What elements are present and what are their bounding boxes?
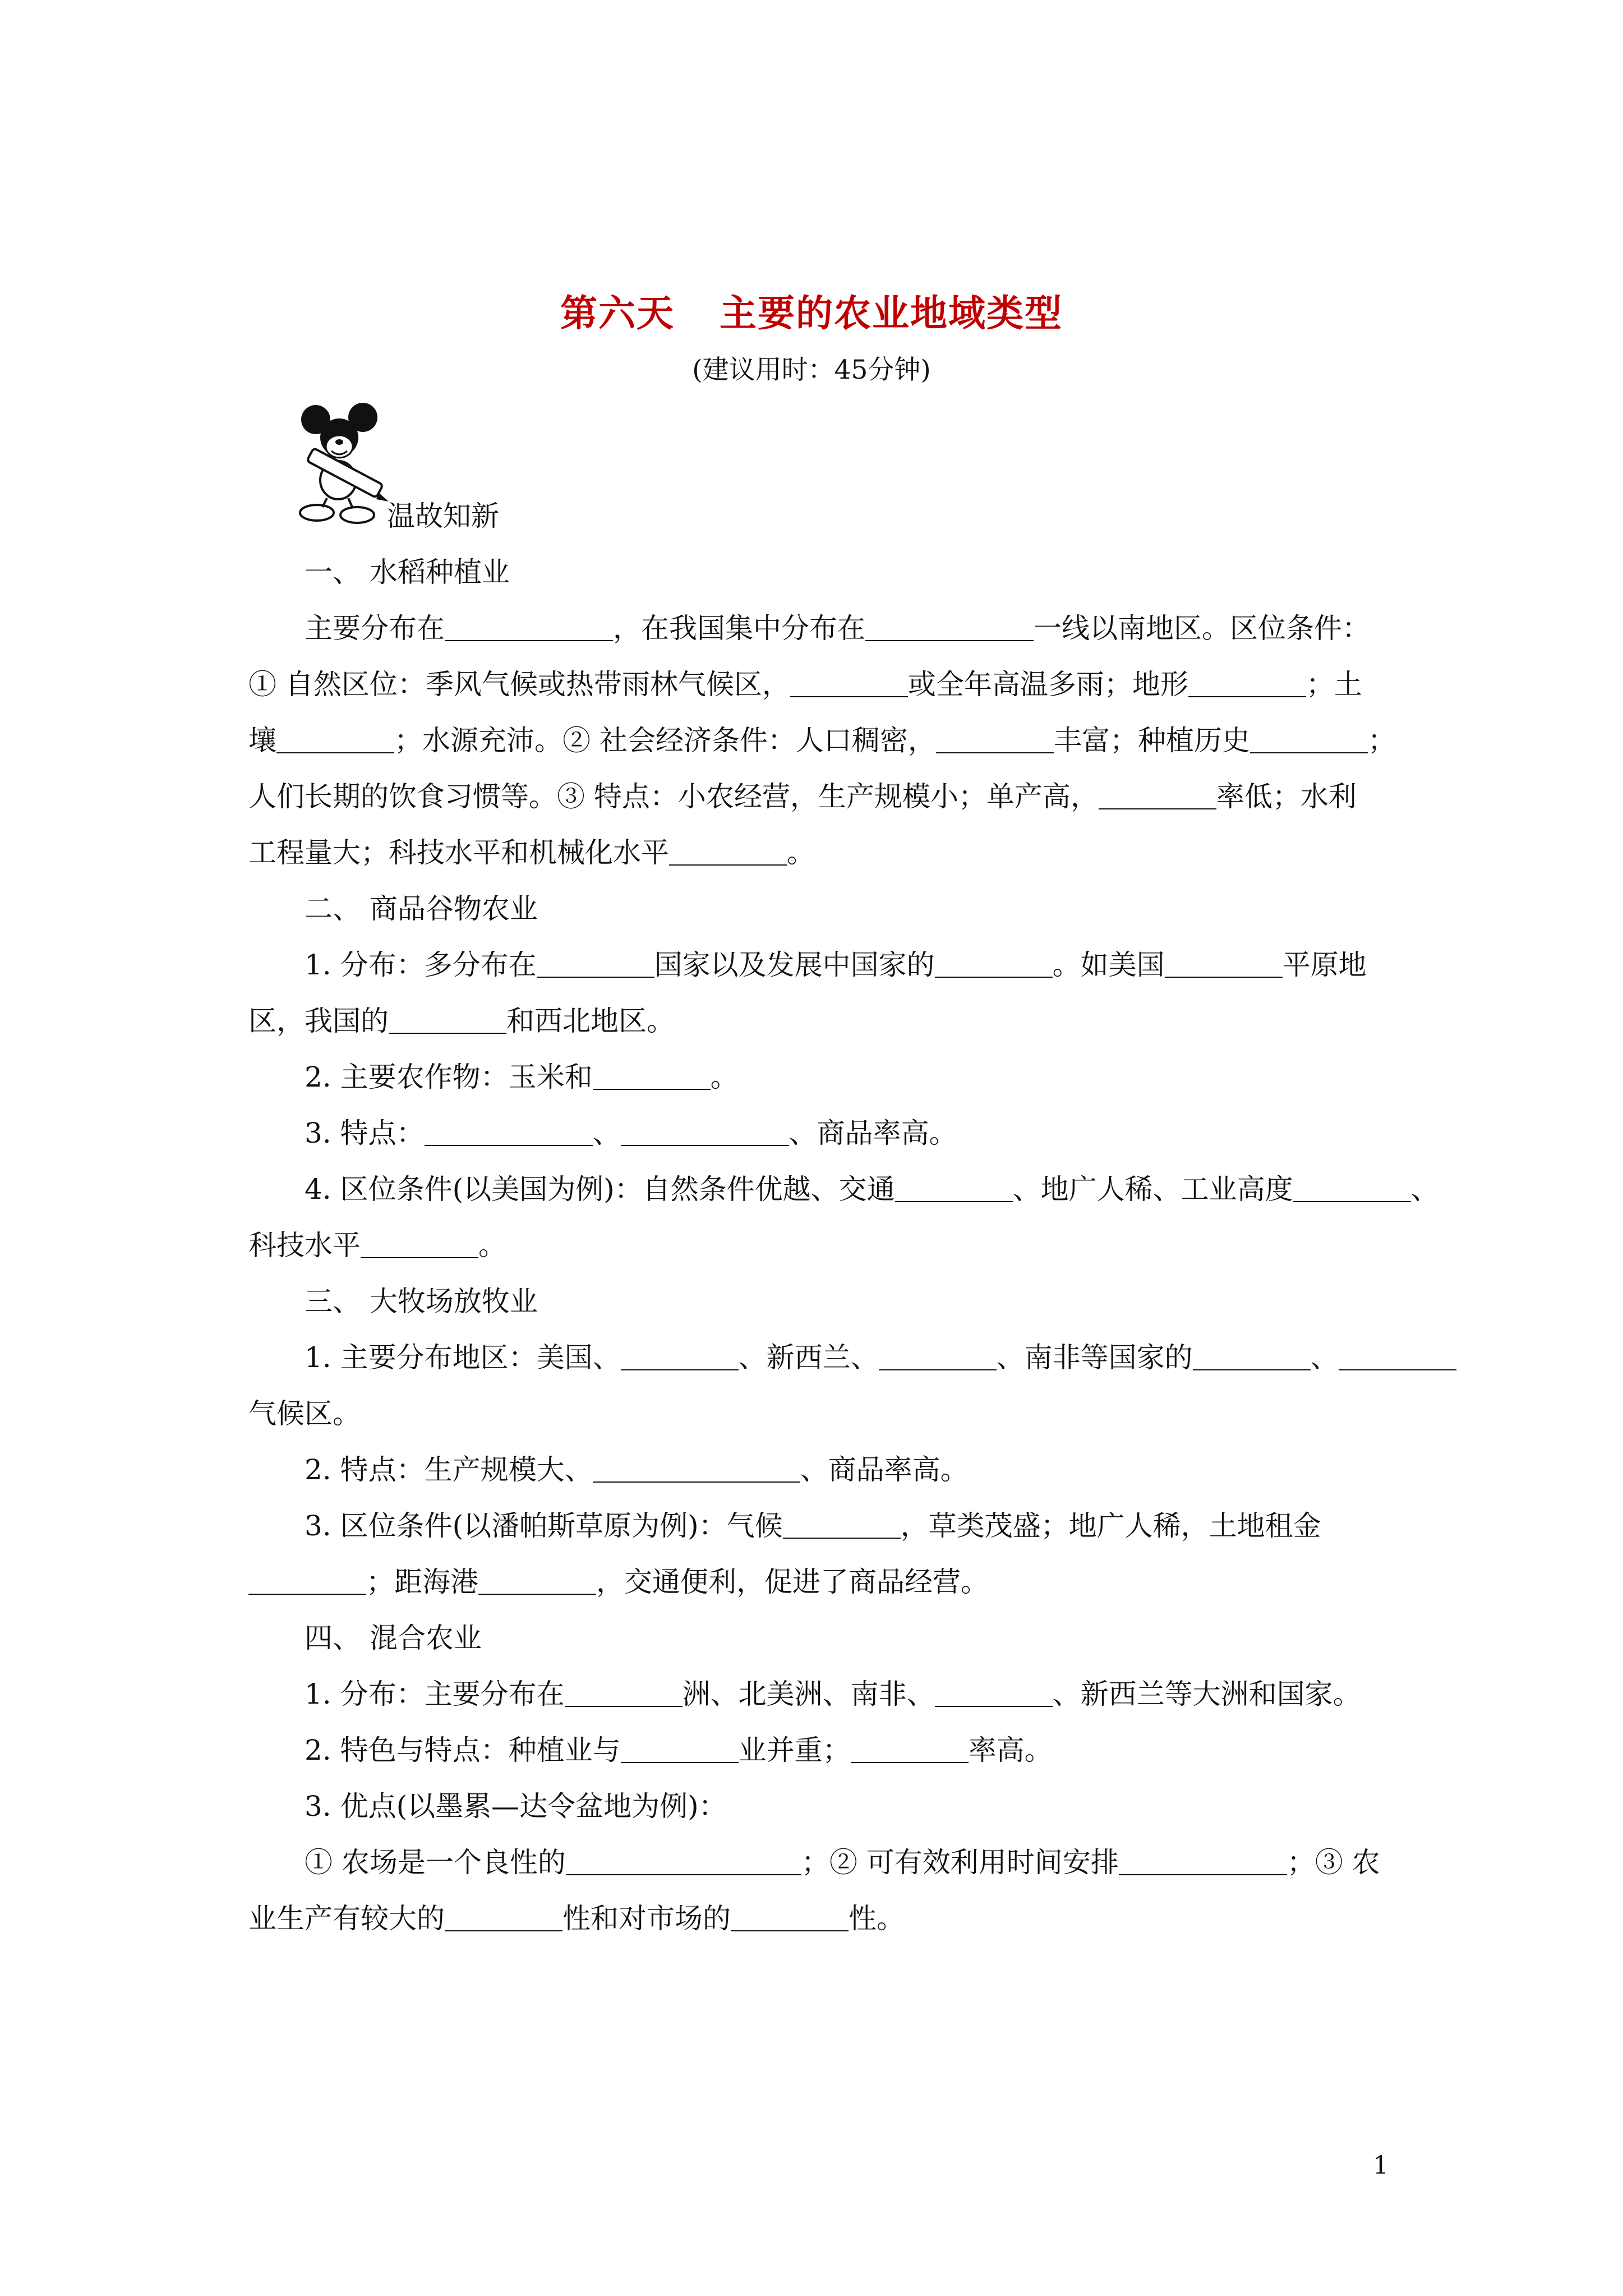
text-line: 区，我国的 和西北地区。 xyxy=(248,993,1401,1049)
blank-field[interactable] xyxy=(1119,1843,1287,1875)
text-line: 2. 特点：生产规模大、 、商品率高。 xyxy=(248,1442,1401,1498)
text-line: 主要分布在 ，在我国集中分布在 一线以南地区。区位条件： xyxy=(248,600,1401,656)
blank-field[interactable] xyxy=(389,1001,506,1034)
text-line: 3. 区位条件(以潘帕斯草原为例)：气候 ，草类茂盛；地广人稀，土地租金 xyxy=(248,1498,1401,1554)
text-line: 3. 优点(以墨累—达令盆地为例)： xyxy=(305,1790,727,1823)
blank-field[interactable] xyxy=(865,609,1034,641)
blank-field[interactable] xyxy=(425,1114,593,1146)
blank-field[interactable] xyxy=(783,1506,901,1539)
blank-field[interactable] xyxy=(593,1057,711,1090)
worksheet-body xyxy=(248,544,1439,1947)
blank-field[interactable] xyxy=(478,1562,596,1595)
text-line: 人们长期的饮食习惯等。③ 特点：小农经营，生产规模小；单产高， 率低；水利 xyxy=(248,769,1401,825)
blank-field[interactable] xyxy=(851,1731,969,1763)
blank-field[interactable] xyxy=(936,721,1054,753)
blank-field[interactable] xyxy=(935,945,1053,978)
text-line: 1. 分布：多分布在 国家以及发展中国家的 。如美国 平原地 xyxy=(248,937,1401,993)
blank-field[interactable] xyxy=(790,665,908,697)
section-heading: 二、 商品谷物农业 xyxy=(305,892,538,925)
text-line: 2. 主要农作物：玉米和 。 xyxy=(248,1049,1401,1105)
text-line: 3. 特点： 、 、商品率高。 xyxy=(248,1105,1401,1161)
page-title xyxy=(0,283,1623,337)
blank-field[interactable] xyxy=(895,1170,1013,1202)
blank-field[interactable] xyxy=(621,1731,739,1763)
section-heading: 四、 混合农业 xyxy=(305,1622,482,1654)
blank-field[interactable] xyxy=(1339,1338,1456,1370)
blank-field[interactable] xyxy=(879,1338,997,1370)
blank-field[interactable] xyxy=(669,833,787,866)
text-line: 壤 ；水源充沛。② 社会经济条件：人口稠密， 丰富；种植历史 ； xyxy=(248,712,1401,769)
text-line: 4. 区位条件(以美国为例)：自然条件优越、交通 、地广人稀、工业高度 、 xyxy=(248,1161,1401,1217)
blank-field[interactable] xyxy=(445,1899,562,1931)
blank-field[interactable] xyxy=(593,1450,800,1483)
blank-field[interactable] xyxy=(566,1843,801,1875)
text-line: ；距海港 ，交通便利，促进了商品经营。 xyxy=(248,1554,1401,1610)
text-line: 1. 分布：主要分布在 洲、北美洲、南非、 、新西兰等大洲和国家。 xyxy=(248,1666,1401,1722)
blank-field[interactable] xyxy=(1165,945,1283,978)
text-line: 1. 主要分布地区：美国、 、新西兰、 、南非等国家的 、 xyxy=(248,1329,1401,1386)
text-line: ① 自然区位：季风气候或热带雨林气候区， 或全年高温多雨；地形 ；土 xyxy=(248,656,1401,712)
blank-field[interactable] xyxy=(361,1226,478,1258)
blank-field[interactable] xyxy=(935,1674,1053,1707)
blank-field[interactable] xyxy=(537,945,654,978)
title-day: 第六天 xyxy=(560,292,675,335)
blank-field[interactable] xyxy=(621,1114,789,1146)
blank-field[interactable] xyxy=(445,609,613,641)
blank-field[interactable] xyxy=(565,1674,683,1707)
page-number: 1 xyxy=(1373,2151,1389,2180)
blank-field[interactable] xyxy=(276,721,394,753)
text-line: 业生产有较大的 性和对市场的 性。 xyxy=(248,1890,1401,1947)
section-heading: 一、 水稻种植业 xyxy=(305,556,510,588)
blank-field[interactable] xyxy=(1193,1338,1311,1370)
blank-field[interactable] xyxy=(248,1562,366,1595)
blank-field[interactable] xyxy=(1188,665,1306,697)
suggested-time: (建议用时：45分钟) xyxy=(692,355,931,385)
review-section-label: 温故知新 xyxy=(387,500,499,532)
section-heading: 三、 大牧场放牧业 xyxy=(305,1285,538,1318)
blank-field[interactable] xyxy=(731,1899,849,1931)
blank-field[interactable] xyxy=(1250,721,1368,753)
text-line: ① 农场是一个良性的 ；② 可有效利用时间安排 ；③ 农 xyxy=(248,1834,1401,1890)
blank-field[interactable] xyxy=(1099,777,1216,809)
text-line: 2. 特色与特点：种植业与 业并重； 率高。 xyxy=(248,1722,1401,1778)
title-topic: 主要的农业地域类型 xyxy=(720,292,1063,335)
blank-field[interactable] xyxy=(1293,1170,1411,1202)
text-line: 气候区。 xyxy=(248,1397,361,1430)
text-line: 科技水平 。 xyxy=(248,1217,1401,1273)
blank-field[interactable] xyxy=(621,1338,739,1370)
cartoon-mouse-icon xyxy=(294,403,390,526)
text-line: 工程量大；科技水平和机械化水平 。 xyxy=(248,825,1401,881)
